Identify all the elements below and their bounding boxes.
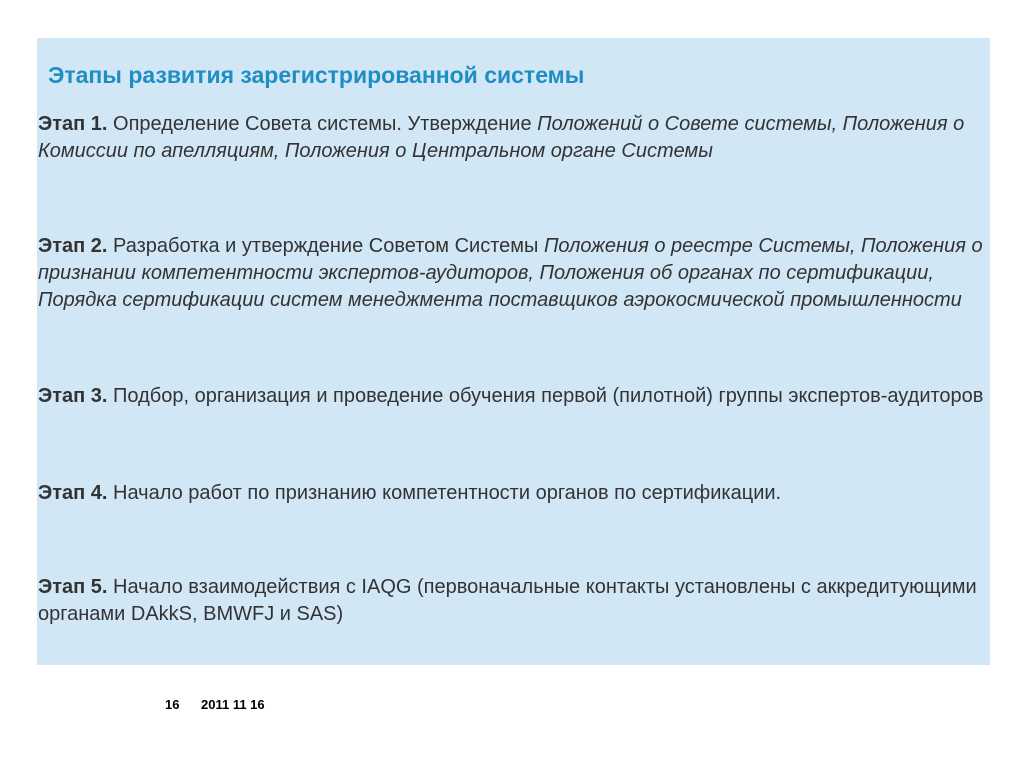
stage-2 bbox=[38, 233, 988, 314]
stage-5-label: Этап 5. bbox=[38, 576, 108, 598]
stage-3-label: Этап 3. bbox=[38, 385, 108, 407]
stage-1-italic: Положений о Совете системы, Положения о Комиссии по апелляциям, Положения о Центральном органе Системы bbox=[38, 113, 965, 162]
page-number: 16 bbox=[165, 697, 180, 712]
stage-5 bbox=[38, 574, 988, 628]
stage-1 bbox=[38, 111, 988, 165]
stage-3 bbox=[38, 383, 988, 410]
slide-title: Этапы развития зарегистрированной системы bbox=[48, 62, 585, 88]
stage-1-label: Этап 1. bbox=[38, 113, 108, 135]
stage-4-text: Начало работ по признанию компетентности органов по сертификации. bbox=[107, 482, 782, 504]
stage-5-text: Начало взаимодействия с IAQG (первоначальные контакты установлены с аккредитующими органами DAkkS, BMWFJ и SAS) bbox=[38, 576, 977, 625]
stage-3-text: Подбор, организация и проведение обучения первой (пилотной) группы экспертов-аудиторов bbox=[107, 385, 984, 407]
stage-2-text: Разработка и утверждение Советом Системы bbox=[107, 235, 544, 257]
stage-1-text: Определение Совета системы. Утверждение bbox=[107, 113, 538, 135]
stage-2-label: Этап 2. bbox=[38, 235, 108, 257]
stage-4-label: Этап 4. bbox=[38, 482, 108, 504]
stage-4 bbox=[38, 480, 988, 507]
stage-2-italic: Положения о реестре Системы, Положения о признании компетентности экспертов-аудиторов, Положения об органах по сертификации, Порядка сертификации систем менеджмента поставщиков аэрокосмической промышленности bbox=[38, 235, 983, 311]
footer-date: 2011 11 16 bbox=[201, 697, 265, 712]
